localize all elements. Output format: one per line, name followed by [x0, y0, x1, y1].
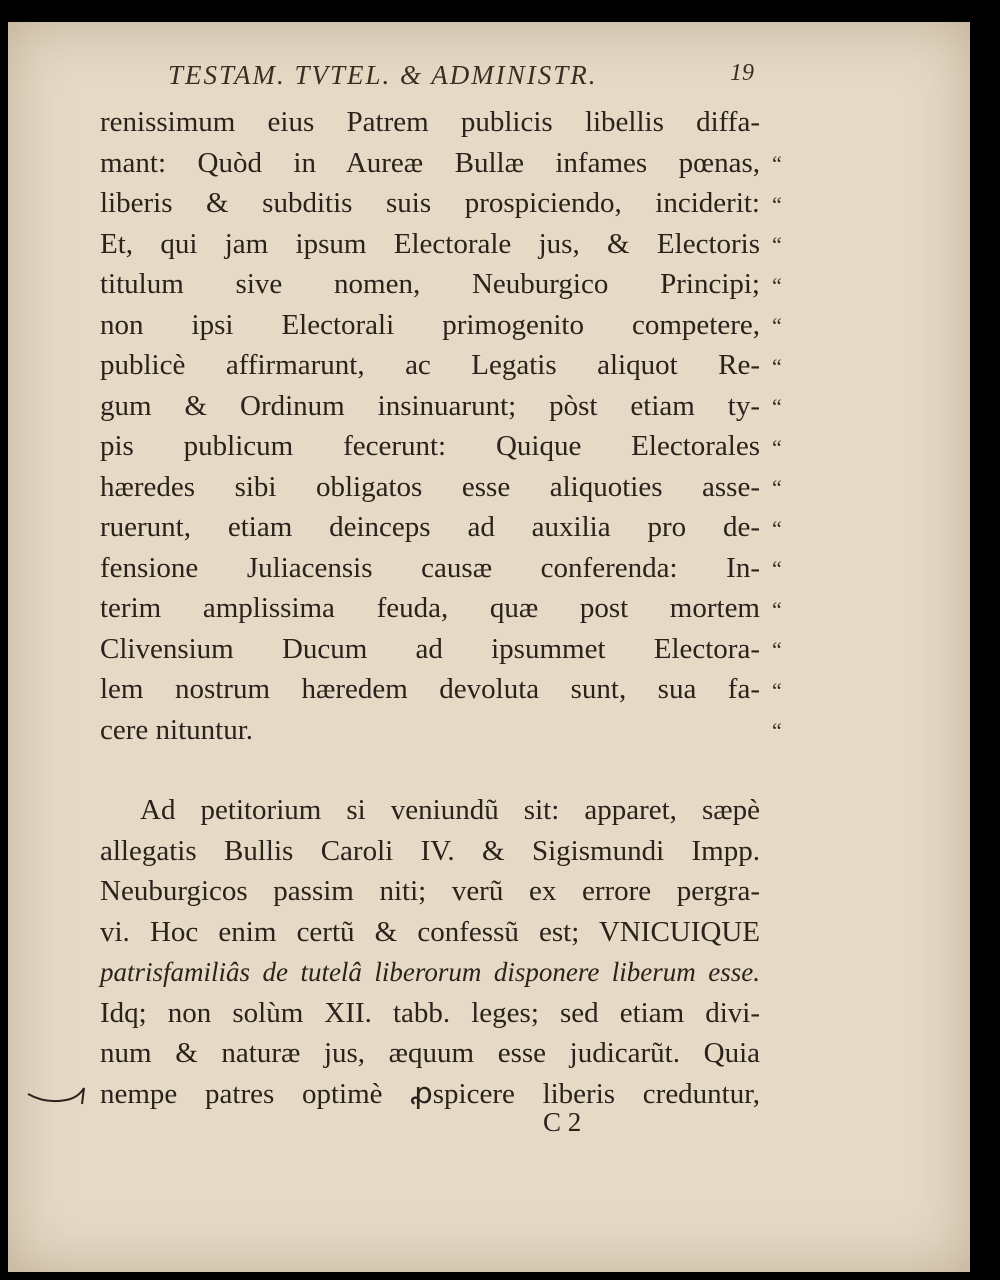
- text-line: renissimum eius Patrem publicis libellis diffa-: [100, 106, 760, 138]
- quote-mark: “: [772, 596, 782, 622]
- quote-mark: “: [772, 232, 782, 257]
- text-line: publicè affirmarunt, ac Legatis aliquot Re-: [100, 349, 760, 381]
- quote-mark: “: [772, 718, 782, 743]
- body-text: [100, 102, 760, 1114]
- page-header: [8, 60, 970, 100]
- text-line: vi. Hoc enim certũ & confessũ est; VNICUIQUE: [100, 915, 760, 948]
- text-line: Idq; non solùm XII. tabb. leges; sed etiam divi-: [100, 996, 760, 1029]
- quote-mark: “: [772, 151, 782, 176]
- quote-mark: “: [772, 515, 782, 541]
- signature-mark: C 2: [543, 1107, 582, 1137]
- quote-mark: “: [772, 394, 782, 419]
- text-line: non ipsi Electorali primogenito competere,: [100, 308, 760, 341]
- text-line: hæredes sibi obligatos esse aliquoties asse-: [100, 470, 760, 503]
- text-line: nempe patres optimè ꝓspicere liberis creduntur,: [100, 1077, 760, 1110]
- marginal-quote-marks: [772, 144, 802, 752]
- text-line: mant: Quòd in Aureæ Bullæ infames pœnas,: [100, 146, 760, 179]
- text-line: Et, qui jam ipsum Electorale jus, & Electoris: [100, 227, 760, 260]
- quote-mark: “: [772, 434, 782, 460]
- quote-mark: “: [772, 313, 782, 338]
- text-line: lem nostrum hæredem devoluta sunt, sua fa-: [100, 673, 760, 705]
- text-line: cere nituntur.: [100, 713, 254, 746]
- text-line: fensione Juliacensis causæ conferenda: In-: [100, 551, 760, 584]
- text-line: pis publicum fecerunt: Quique Electorales: [100, 430, 760, 462]
- text-line: num & naturæ jus, æquum esse judicarũt. Quia: [100, 1037, 760, 1069]
- text-line: liberis & subditis suis prospiciendo, inciderit:: [100, 187, 760, 219]
- quote-mark: “: [772, 637, 782, 662]
- text-line: ruerunt, etiam deinceps ad auxilia pro de-: [100, 511, 760, 543]
- text-line: terim amplissima feuda, quæ post mortem: [100, 592, 760, 624]
- italic-maxim-line: patrisfamiliâs de tutelâ liberorum disponere liberum esse.: [100, 957, 760, 987]
- quote-mark: “: [772, 191, 782, 217]
- running-head: TESTAM. TVTEL. & ADMINISTR.: [168, 60, 598, 90]
- quote-mark: “: [772, 272, 782, 298]
- paragraph-gap: [100, 750, 760, 790]
- text-line: titulum sive nomen, Neuburgico Principi;: [100, 268, 760, 300]
- ink-margin-mark-icon: [26, 1082, 96, 1112]
- quote-mark: “: [772, 556, 782, 581]
- quote-mark: “: [772, 475, 782, 500]
- page-number: 19: [730, 60, 754, 86]
- book-page: [8, 22, 970, 1272]
- text-line: gum & Ordinum insinuarunt; pòst etiam ty-: [100, 389, 760, 422]
- text-line: Clivensium Ducum ad ipsummet Electora-: [100, 632, 760, 665]
- text-line: Neuburgicos passim niti; verũ ex errore pergra-: [100, 875, 760, 907]
- quote-mark: “: [772, 677, 782, 703]
- quote-mark: “: [772, 353, 782, 379]
- text-line: allegatis Bullis Caroli IV. & Sigismundi Impp.: [100, 834, 760, 867]
- text-line: Ad petitorium si veniundũ sit: apparet, sæpè: [140, 794, 760, 826]
